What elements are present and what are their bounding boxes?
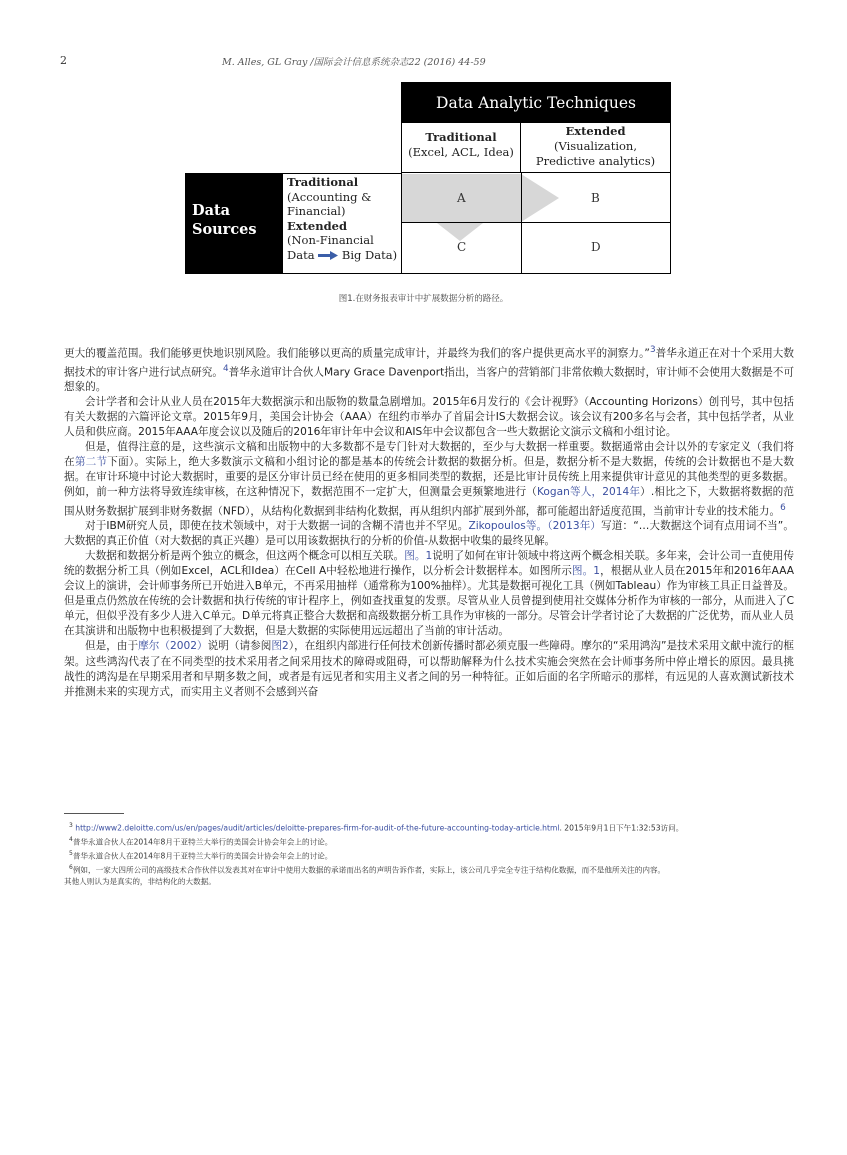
figure-1 [185, 82, 671, 274]
figure-col-extended-sub1: (Visualization, [554, 139, 637, 153]
paragraph-5 [64, 549, 794, 639]
paragraph-6-part-a: 但是，由于 [85, 640, 139, 653]
figure-row-traditional-title: Traditional [287, 175, 359, 189]
figure-row-labels [283, 173, 401, 274]
citation-link-zikopoulos-year[interactable]: （2013年） [547, 520, 602, 533]
figure-row-header-line1: Data [192, 202, 231, 219]
paragraph-3 [64, 440, 794, 519]
footnote-5-mark: 5 [69, 850, 73, 858]
footnote-5 [64, 848, 804, 862]
footnote-4-mark: 4 [69, 836, 73, 844]
figure-row-header [185, 173, 283, 274]
figure-link-2[interactable]: 图2 [271, 640, 289, 653]
figure-col-extended [521, 123, 671, 173]
arrow-right-icon [318, 251, 338, 260]
figure-col-traditional [401, 123, 521, 173]
footnote-4-text: 普华永道合伙人在2014年8月于亚特兰大举行的美国会计协会年会上的讨论。 [72, 837, 333, 847]
figure-cell-b: B [591, 191, 600, 205]
paragraph-1 [64, 343, 794, 395]
figure-col-extended-sub2: Predictive analytics) [535, 154, 656, 168]
footnotes [64, 820, 804, 888]
footnote-6 [64, 862, 804, 876]
figure-col-traditional-sub: (Excel, ACL, Idea) [408, 145, 514, 159]
page-number: 2 [60, 54, 67, 67]
figure-cell-d: D [591, 240, 601, 254]
figure-col-extended-title: Extended [565, 124, 626, 138]
paragraph-1-part-a: 更大的覆盖范围。我们能够更快地识别风险。我们能够以更高的质量完成审计，并最终为我们的客户提供更高水平的洞察力。” [64, 347, 650, 360]
citation-link-moore[interactable]: 摩尔（2002） [138, 640, 208, 653]
figure-row-traditional-sub2: Financial) [287, 204, 346, 218]
figure-cell-c: C [457, 240, 467, 254]
paragraph-5-part-c: ，根据从业人员在2015年和2016年AAA会议上的演讲，会计师事务所已开始进入B单元，不再采用抽样（通常称为100%抽样）。尤其是数据可视化工具（例如Tableau）作为审核工具正日益普及。但是重点仍然放在传统的会计数据和执行传统的审计程序上，例如查找重复的发票。尽管从业人员曾提到使用社交媒体分析作为审核的一部分，从而进入了C单元，但似乎没有多少人进入C单元。D单元将真正整合大数据和高级数据分析工具作为审核的一部分。尽管会计学者讨论了大数据的广泛优势，而从业人员在其演讲和出版物中也积极提到了大数据，但是大数据的实际使用远远超出了当前的审计活动。 [64, 565, 794, 638]
paragraph-3-part-b: 下面）。实际上，绝大多数演示文稿和小组讨论的都是基本的传统会计数据的数据分析。但是，数据分析不是大数据，传统的会计数据也不是大数据。在审计环境中讨论大数据时，重要的是区分审计员已经在使用的更多相同类型的数据，还是比审计员传统上用来提供审计意见的其他类型的更多数据。例如，前一种方法将导致连续审核，在这种情况下，数据范围不一定扩大，但测量会更频繁地进行（ [64, 456, 795, 499]
figure-row-extended-sub2-a: Data [287, 247, 315, 262]
figure-row-header-line2: Sources [192, 221, 257, 238]
figure-row-extended-title: Extended [287, 218, 348, 233]
footnote-3 [64, 820, 804, 834]
footnote-6-continued: 其他人则认为是真实的，非结构化的大数据。 [64, 877, 216, 887]
paragraph-1-part-c: 普华永道审计合伙人Mary Grace Davenport指出，当客户的营销部门非常依赖大数据时，审计师不会使用大数据是不可想象的。 [64, 366, 794, 394]
footnote-ref-4[interactable]: 4 [222, 363, 229, 374]
figure-row-traditional-sub1: (Accounting & [287, 189, 372, 204]
figure-link-1[interactable]: 图。1 [404, 550, 433, 563]
paragraph-3-part-a: 但是，值得注意的是，这些演示文稿和出版物中的大多数都不是专门针对大数据的，至少与大数据一样重要。数据通常由会计以外的专家定义（我们将在 [64, 441, 794, 469]
citation-link-kogan[interactable]: Kogan等人，2014年 [537, 486, 641, 499]
footnote-3-mark: 3 [69, 822, 73, 829]
footnote-3-text: . 2015年9月1日下午1:32:53访问。 [559, 823, 684, 833]
footnote-3-url[interactable]: http://www2.deloitte.com/us/en/pages/audit/articles/deloitte-prepares-firm-for-audit-of-the-future-accounting-today-article.html [75, 823, 560, 833]
paragraph-1-part-b: 普华永道正在对十个采用大数据技术的审计客户进行试点研究。 [64, 347, 795, 379]
footnote-4 [64, 834, 804, 848]
paragraph-3-part-c: ）.相比之下，大数据将数据的范围从财务数据扩展到非财务数据（NFD），从结构化数据到非结构化数据，再从组织内部扩展到外部，都可能超出舒适度范围，当前审计专业的技术能力。 [64, 486, 794, 518]
figure-grid [401, 173, 671, 274]
figure-cell-a: A [457, 191, 466, 205]
figure-row-extended-sub1: (Non-Financial [287, 233, 374, 247]
paragraph-4 [64, 519, 794, 549]
figure-row-extended-sub2-b: Big Data) [341, 247, 398, 262]
figure-col-header: Data Analytic Techniques [401, 82, 671, 123]
footnote-ref-6[interactable]: 6 [780, 502, 786, 513]
citation-link-zikopoulos[interactable]: Zikopoulos等。 [468, 520, 548, 533]
figure-caption: 图1.在财务报表审计中扩展数据分析的路径。 [338, 294, 509, 304]
paragraph-5-part-a: 大数据和数据分析是两个独立的概念，但这两个概念可以相互关联。 [85, 550, 405, 563]
body-text [64, 343, 794, 700]
footnote-5-text: 普华永道合伙人在2014年8月于亚特兰大举行的美国会计协会年会上的讨论。 [72, 851, 333, 861]
figure-row-extended-sub2 [287, 248, 401, 263]
paragraph-5-part-b: 说明了如何在审计领域中将这两个概念相关联。多年来，会计公司一直使用传统的数据分析工具（例如Excel，ACL和Idea）在Cell A中轻松地进行操作，以分析会计数据样本。如图所示 [64, 550, 794, 578]
paragraph-6-part-c: ），在组织内部进行任何技术创新传播时都必须克服一些障碍。摩尔的“采用鸿沟”是技术采用文献中流行的框架。这些鸿沟代表了在不同类型的技术采用者之间采用技术的障碍或阻碍，可以帮助解释为什么技术实施会突然在会计师事务所中停止增长的原因。最具挑战性的鸿沟是在早期采用者和早期多数之间，或者是有远见者和实用主义者之间的另一种特征。正如后面的名字所暗示的那样，有远见的人喜欢测试新技术并推测未来的实现方式，而实用主义者则不会感到兴奋 [64, 640, 794, 698]
paragraph-6 [64, 639, 794, 699]
paragraph-6-part-b: 说明（请参阅 [207, 640, 272, 653]
footnote-divider [64, 813, 124, 814]
running-title: M. Alles, GL Gray /国际会计信息系统杂志22 (2016) 44-59 [222, 57, 486, 68]
paragraph-2: 会计学者和会计从业人员在2015年大数据演示和出版物的数量急剧增加。2015年6月发行的《会计视野》（Accounting Horizons）创刊号，其中包括有关大数据的六篇评论文章。2015年9月，美国会计协会（AAA）在纽约市举办了首届会计IS大数据会议。该会议有200多名与会者，其中包括学者，从业人员和供应商。2015年AAA年度会议以及随后的2016年审计年中会议和AIS年中会议都包含一些大数据论文演示文稿和小组讨论。 [64, 396, 794, 439]
footnote-ref-3[interactable]: 3 [649, 345, 656, 355]
figure-link-1b[interactable]: 图。1 [571, 565, 601, 578]
footnote-6-text: 例如，一家大四所公司的高级技术合作伙伴以发表其对在审计中使用大数据的承诺而出名的声明告诉作者，实际上，该公司几乎完全专注于结构化数据，而不是他所关注的内容。 [72, 865, 666, 875]
section-link[interactable]: 第二节 [74, 456, 108, 469]
figure-col-traditional-title: Traditional [425, 130, 497, 144]
paragraph-4-part-b: 写道：“…大数据这个词有点用词不当”。大数据的真正价值（对大数据的真正兴趣）是可以用该数据执行的分析的价值-从数据中收集的最终见解。 [64, 520, 794, 548]
figure-grid-divider-h [401, 222, 671, 223]
figure-grid-divider-v [521, 173, 522, 274]
paragraph-4-part-a: 对于IBM研究人员，即使在技术领域中，对于大数据一词的含糊不清也并不罕见。 [85, 520, 469, 533]
footnote-6-mark: 6 [69, 864, 73, 872]
